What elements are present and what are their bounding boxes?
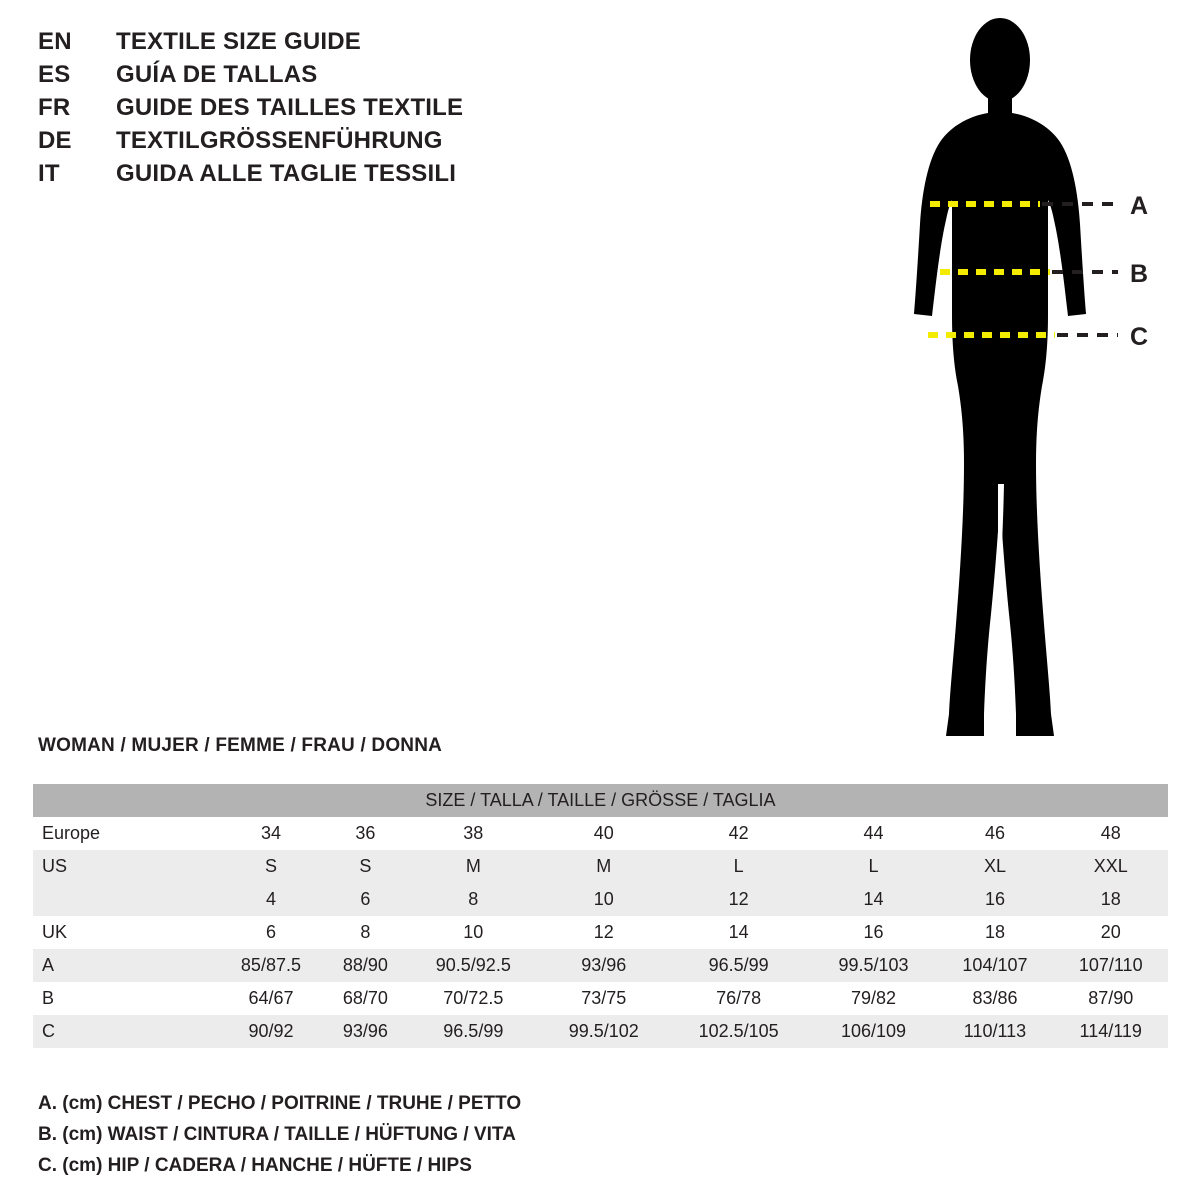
cell: 76/78: [716, 988, 762, 1008]
row-label-c: C: [42, 1021, 55, 1041]
table-row: [33, 850, 1168, 883]
title-row-fr: [38, 94, 598, 127]
cell: 40: [593, 823, 614, 843]
cell: 90.5/92.5: [435, 955, 511, 975]
cell: 18: [1100, 889, 1121, 909]
cell: 10: [593, 889, 614, 909]
table-row: [33, 1015, 1168, 1048]
table-row: [33, 949, 1168, 982]
cell: 12: [593, 922, 614, 942]
title-lang-it: IT: [38, 160, 60, 187]
title-lang-es: ES: [38, 61, 71, 88]
cell: 88/90: [342, 955, 388, 975]
cell: 48: [1100, 823, 1121, 843]
category-heading: WOMAN / MUJER / FEMME / FRAU / DONNA: [38, 735, 443, 756]
cell: 8: [360, 922, 371, 942]
cell: XL: [983, 856, 1006, 876]
row-label-b: B: [42, 988, 55, 1008]
cell: 99.5/103: [838, 955, 909, 975]
cell: 90/92: [248, 1021, 294, 1041]
title-block: [38, 28, 598, 193]
title-text-de: TEXTILGRÖSSENFÜHRUNG: [116, 127, 443, 154]
cell: 85/87.5: [240, 955, 301, 975]
table-row: [33, 883, 1168, 916]
row-label-us-numeric: [33, 883, 217, 916]
cell: 44: [863, 823, 884, 843]
measure-label-a: A: [1130, 192, 1149, 220]
cell: 6: [360, 889, 371, 909]
cell: 20: [1100, 922, 1121, 942]
cell: S: [359, 856, 372, 876]
cell: 104/107: [962, 955, 1028, 975]
legend-item-waist: B. (cm) WAIST / CINTURA / TAILLE / HÜFTUNG / VITA: [38, 1124, 516, 1145]
cell: 96.5/99: [443, 1021, 504, 1041]
cell: 79/82: [851, 988, 897, 1008]
title-lang-en: EN: [38, 28, 72, 55]
title-text-es: GUÍA DE TALLAS: [116, 61, 318, 88]
cell: 93/96: [581, 955, 627, 975]
table-row: [33, 817, 1168, 850]
row-label-us: US: [42, 856, 68, 876]
cell: 38: [463, 823, 484, 843]
cell: M: [596, 856, 612, 876]
row-label-uk: UK: [42, 922, 68, 942]
legend-item-hip: C. (cm) HIP / CADERA / HANCHE / HÜFTE / HIPS: [38, 1155, 472, 1176]
cell: 16: [984, 889, 1005, 909]
cell: 10: [463, 922, 484, 942]
cell: 99.5/102: [568, 1021, 639, 1041]
title-row-en: [38, 28, 598, 61]
table-header-label: SIZE / TALLA / TAILLE / GRÖSSE / TAGLIA: [425, 790, 776, 810]
cell: 73/75: [581, 988, 627, 1008]
cell: 64/67: [248, 988, 294, 1008]
table-row: [33, 916, 1168, 949]
table-row: [33, 982, 1168, 1015]
cell: 110/113: [963, 1021, 1027, 1041]
cell: 34: [260, 823, 281, 843]
title-text-fr: GUIDE DES TAILLES TEXTILE: [116, 94, 464, 121]
legend-item-chest: A. (cm) CHEST / PECHO / POITRINE / TRUHE / PETTO: [38, 1093, 522, 1114]
row-label-a: A: [42, 955, 55, 975]
cell: M: [465, 856, 481, 876]
title-row-es: [38, 61, 598, 94]
size-table: [33, 784, 1168, 1048]
cell: 102.5/105: [698, 1021, 779, 1041]
title-row-de: [38, 127, 598, 160]
cell: L: [733, 856, 744, 876]
cell: XXL: [1093, 856, 1128, 876]
cell: 87/90: [1088, 988, 1134, 1008]
cell: 96.5/99: [708, 955, 769, 975]
cell: S: [264, 856, 277, 876]
cell: 6: [265, 922, 276, 942]
cell: L: [868, 856, 879, 876]
cell: 16: [863, 922, 884, 942]
cell: 83/86: [972, 988, 1018, 1008]
legend: [38, 1088, 521, 1181]
cell: 12: [728, 889, 749, 909]
woman-silhouette-icon: [860, 14, 1190, 744]
cell: 114/119: [1079, 1021, 1142, 1041]
cell: 70/72.5: [443, 988, 504, 1008]
cell: 107/110: [1078, 955, 1143, 975]
cell: 18: [984, 922, 1005, 942]
measure-label-c: C: [1130, 323, 1149, 351]
cell: 68/70: [342, 988, 388, 1008]
cell: 8: [468, 889, 479, 909]
size-figure: [860, 14, 1190, 744]
title-text-it: GUIDA ALLE TAGLIE TESSILI: [116, 160, 457, 187]
row-label-europe: Europe: [42, 823, 101, 843]
table-header-row: [33, 784, 1168, 817]
cell: 42: [728, 823, 749, 843]
cell: 106/109: [841, 1021, 907, 1041]
cell: 46: [984, 823, 1005, 843]
cell: 4: [265, 889, 276, 909]
cell: 36: [355, 823, 376, 843]
measure-label-b: B: [1130, 260, 1149, 288]
cell: 14: [863, 889, 884, 909]
title-lang-fr: FR: [38, 94, 71, 121]
title-row-it: [38, 160, 598, 193]
title-lang-de: DE: [38, 127, 72, 154]
cell: 93/96: [342, 1021, 388, 1041]
cell: 14: [728, 922, 749, 942]
title-text-en: TEXTILE SIZE GUIDE: [116, 28, 361, 55]
